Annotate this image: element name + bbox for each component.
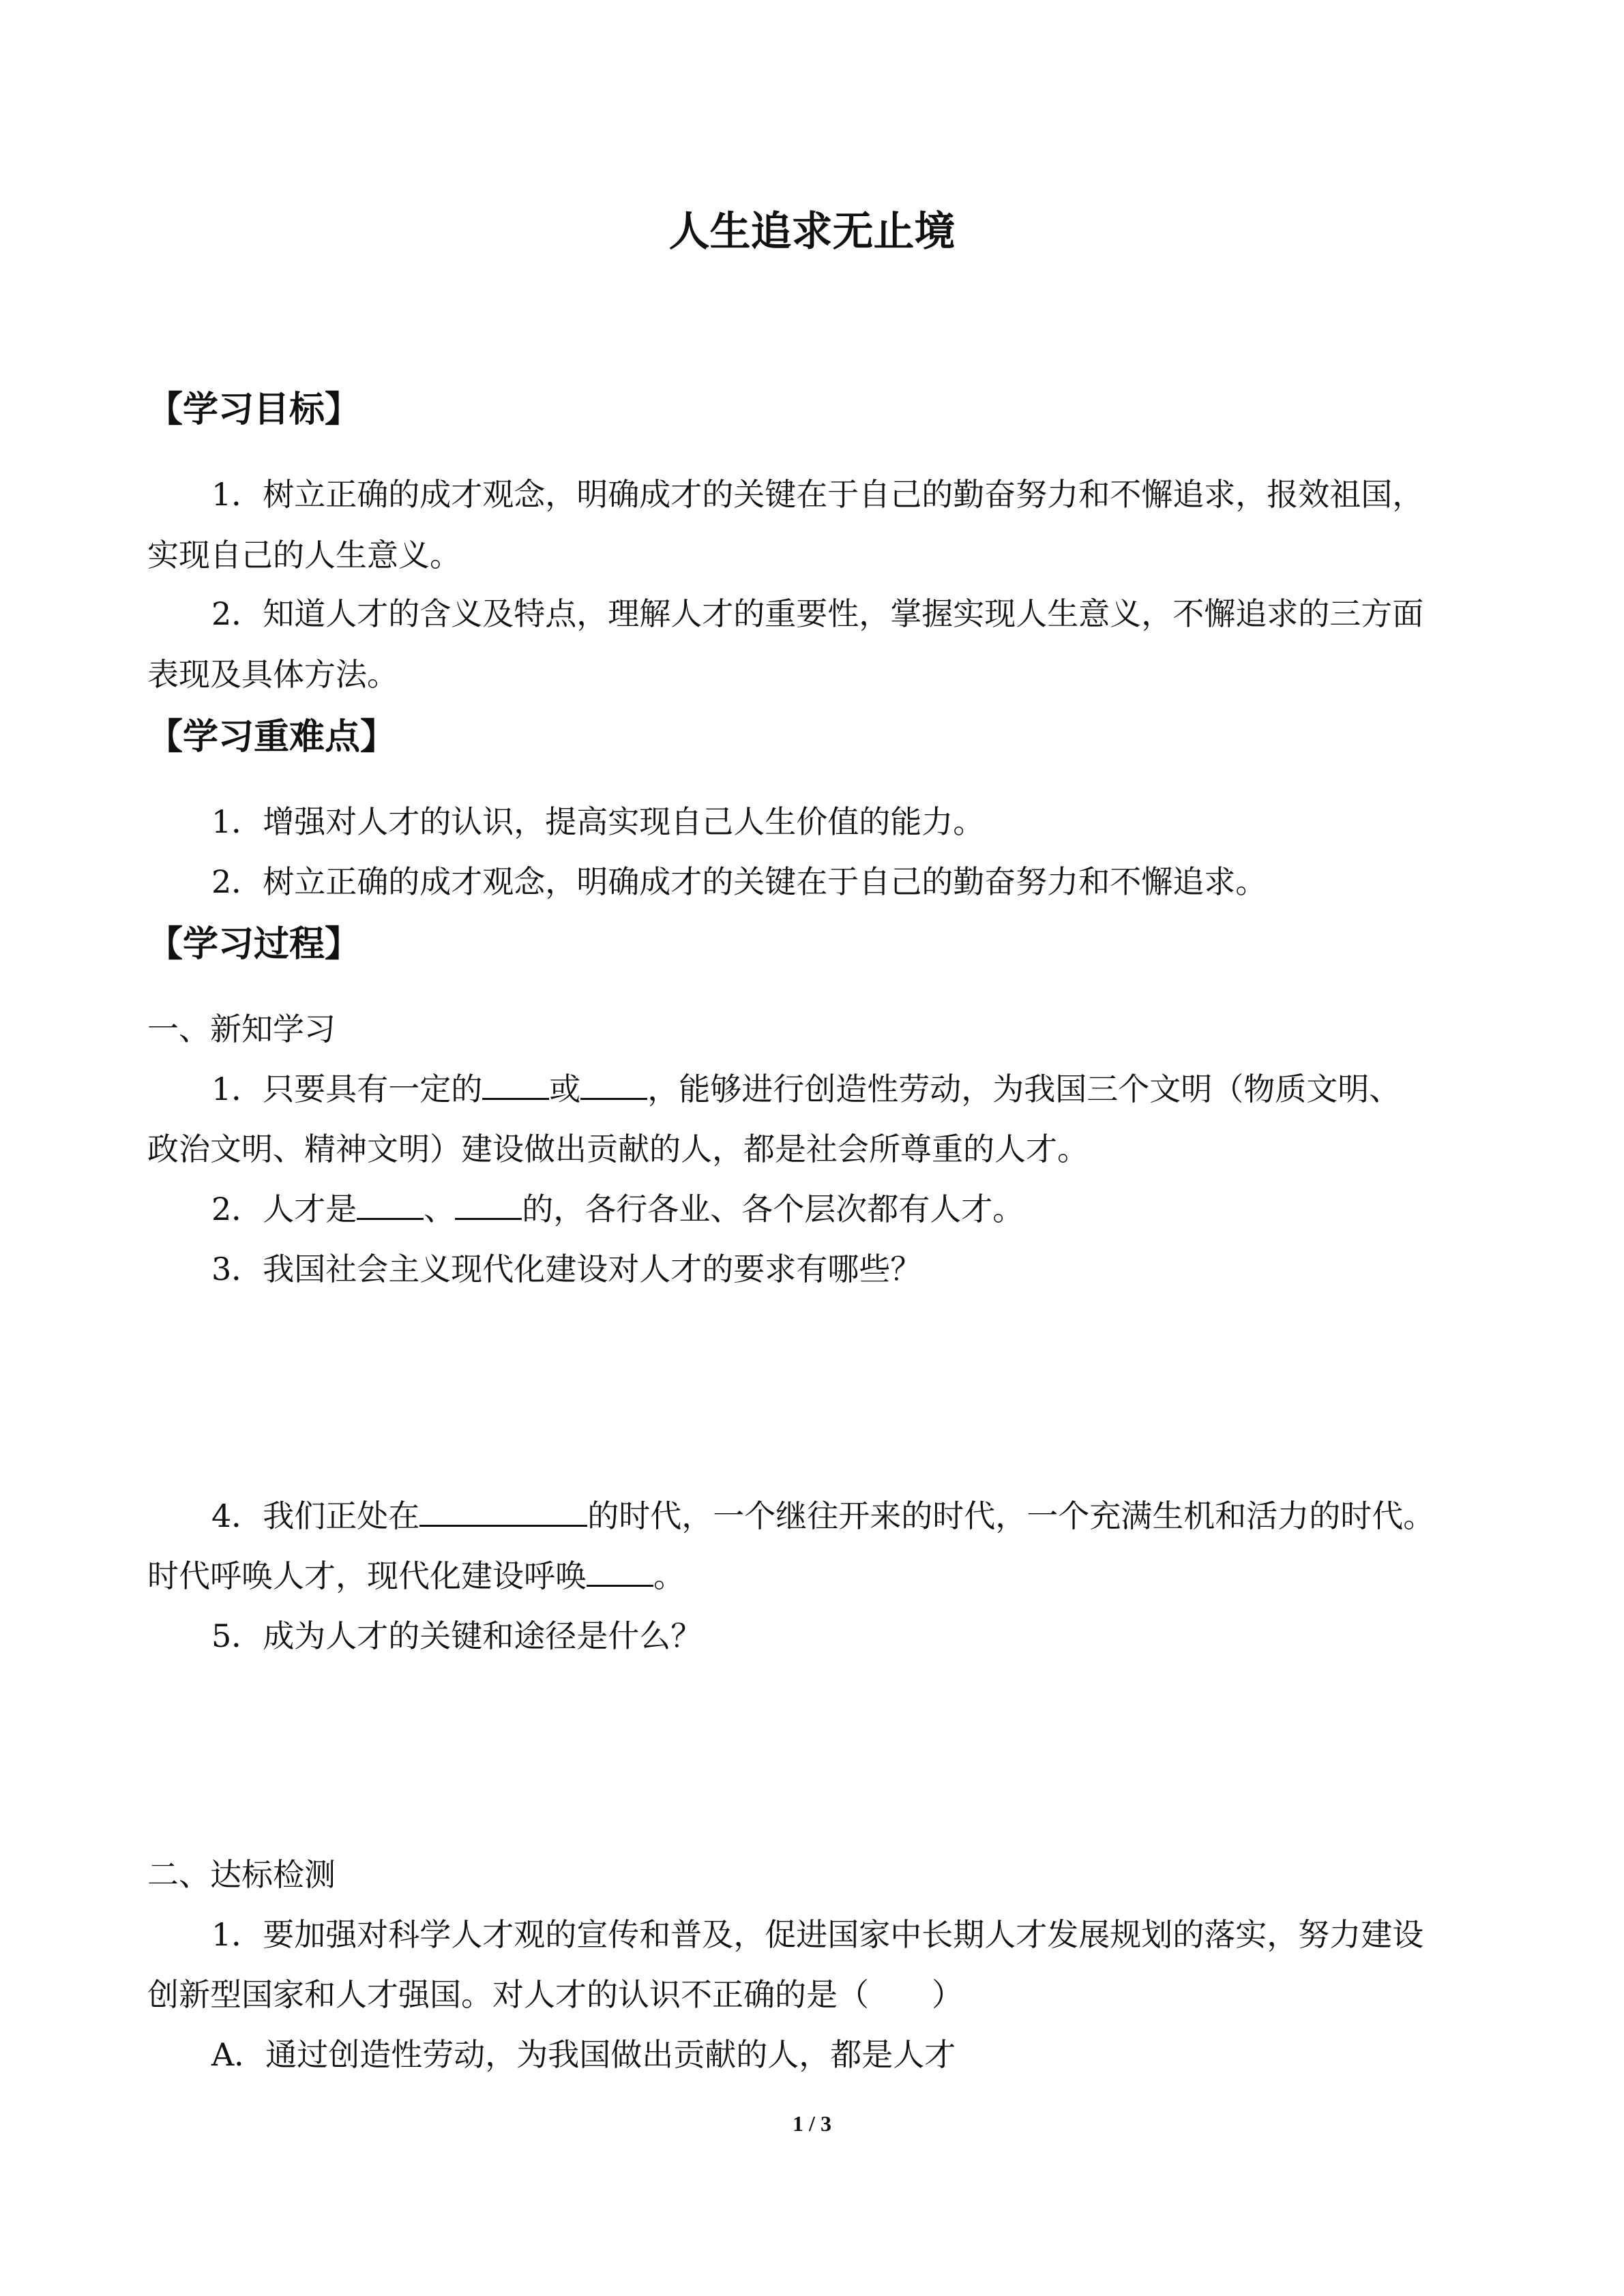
question-1-text-c: ，能够进行创造性劳动，为我国三个文明（物质文明、 [647,1071,1401,1107]
question-3: 3．我国社会主义现代化建设对人才的要求有哪些？ [211,1251,922,1287]
question-2 [211,1188,1024,1230]
question-2-text-a: 2．人才是 [211,1191,357,1227]
part-1-heading: 一、新知学习 [147,1011,336,1047]
question-1-line-2: 政治文明、精神文明）建设做出贡献的人，都是社会所尊重的人才。 [147,1131,1089,1167]
fill-blank[interactable] [455,1191,522,1220]
fill-blank[interactable] [419,1497,587,1527]
goals-heading: 【学习目标】 [147,389,361,430]
question-2-text-c: 的，各行各业、各个层次都有人才。 [522,1191,1024,1227]
fill-blank[interactable] [482,1071,549,1100]
test-1-line-1: 1．要加强对科学人才观的宣传和普及，促进国家中长期人才发展规划的落实，努力建设 [211,1916,1424,1953]
goal-2-line-2: 表现及具体方法。 [147,656,398,693]
question-4-line-2 [147,1555,685,1597]
key-point-1: 1．增强对人才的认识，提高实现自己人生价值的能力。 [211,803,985,840]
question-5: 5．成为人才的关键和途径是什么？ [211,1617,703,1654]
fill-blank[interactable] [580,1071,647,1100]
goal-1-line-1: 1．树立正确的成才观念，明确成才的关键在于自己的勤奋努力和不懈追求，报效祖国， [211,476,1424,513]
fill-blank[interactable] [587,1557,653,1587]
question-4-text-line2b: 。 [653,1557,685,1594]
page-number: 1 / 3 [793,2111,831,2136]
process-heading: 【学习过程】 [147,924,361,965]
question-4 [211,1495,1434,1537]
test-1-option-a[interactable]: A．通过创造性劳动，为我国做出贡献的人，都是人才 [211,2036,956,2073]
question-1 [211,1068,1400,1110]
part-2-heading: 二、达标检测 [147,1856,336,1893]
goal-1-line-2: 实现自己的人生意义。 [147,537,461,573]
question-1-text-a: 1．只要具有一定的 [211,1071,483,1107]
page-title: 人生追求无止境 [668,208,956,256]
key-point-2: 2．树立正确的成才观念，明确成才的关键在于自己的勤奋努力和不懈追求。 [211,863,1267,900]
question-2-text-b: 、 [424,1191,456,1227]
fill-blank[interactable] [357,1191,424,1220]
test-1-line-2: 创新型国家和人才强国。对人才的认识不正确的是（ ） [147,1976,963,2013]
question-4-text-b: 的时代，一个继往开来的时代，一个充满生机和活力的时代。 [587,1497,1435,1534]
question-4-text-a: 4．我们正处在 [211,1497,420,1534]
key-points-heading: 【学习重难点】 [147,717,396,758]
goal-2-line-1: 2．知道人才的含义及特点，理解人才的重要性，掌握实现人生意义，不懈追求的三方面 [211,595,1424,632]
question-1-text-b: 或 [549,1071,581,1107]
question-4-text-line2a: 时代呼唤人才，现代化建设呼唤 [147,1557,587,1594]
